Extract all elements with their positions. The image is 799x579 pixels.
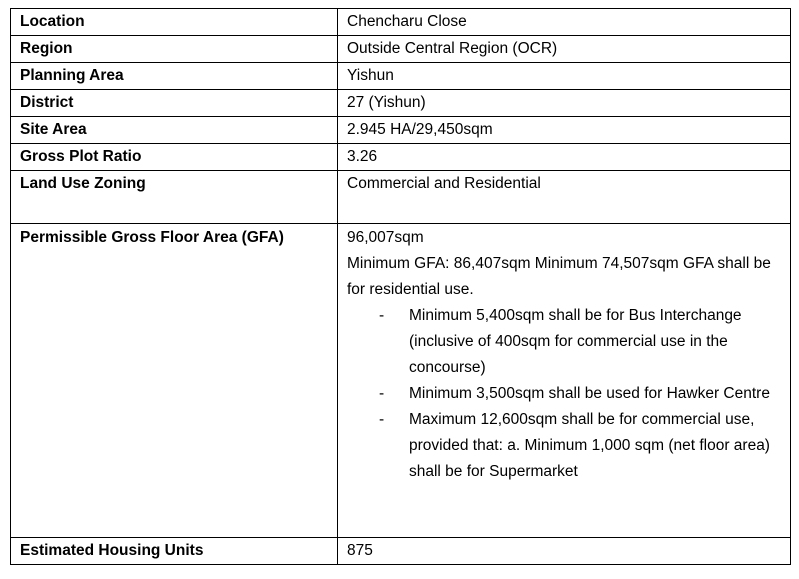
table-row-location [11, 9, 791, 36]
bullet-dash: - [379, 411, 385, 428]
plot-ratio-label: Gross Plot Ratio [11, 144, 338, 171]
land-use-label: Land Use Zoning [11, 171, 338, 224]
bullet-text: Maximum 12,600sqm shall be for commercial use, provided that: a. Minimum 1,000 sqm (net floor area) shall be for Supermarket [409, 411, 770, 480]
gfa-value-cell [338, 224, 791, 538]
gfa-value: 96,007sqm [347, 229, 424, 246]
housing-units-label: Estimated Housing Units [11, 538, 338, 565]
plot-ratio-value: 3.26 [338, 144, 791, 171]
table-row-district [11, 90, 791, 117]
gfa-label: Permissible Gross Floor Area (GFA) [11, 224, 338, 538]
region-label: Region [11, 36, 338, 63]
planning-area-label: Planning Area [11, 63, 338, 90]
district-label: District [11, 90, 338, 117]
district-value: 27 (Yishun) [338, 90, 791, 117]
site-area-value: 2.945 HA/29,450sqm [338, 117, 791, 144]
table-row-site-area [11, 117, 791, 144]
location-value: Chencharu Close [338, 9, 791, 36]
bullet-text: Minimum 3,500sqm shall be used for Hawker Centre [409, 385, 770, 402]
site-area-label: Site Area [11, 117, 338, 144]
list-item [347, 303, 781, 381]
planning-area-value: Yishun [338, 63, 791, 90]
table-row-region [11, 36, 791, 63]
table-row-housing-units [11, 538, 791, 565]
land-use-value: Commercial and Residential [338, 171, 791, 224]
table-row-gfa [11, 224, 791, 538]
location-label: Location [11, 9, 338, 36]
bullet-dash: - [379, 385, 385, 402]
gfa-bullet-list [347, 303, 781, 485]
region-value: Outside Central Region (OCR) [338, 36, 791, 63]
table-row-plot-ratio [11, 144, 791, 171]
list-item [347, 407, 781, 485]
table-row-land-use [11, 171, 791, 224]
site-info-table [10, 8, 791, 565]
housing-units-value: 875 [338, 538, 791, 565]
gfa-note: Minimum GFA: 86,407sqm Minimum 74,507sqm GFA shall be for residential use. [347, 255, 771, 298]
bullet-dash: - [379, 307, 385, 324]
list-item [347, 381, 781, 407]
bullet-text: Minimum 5,400sqm shall be for Bus Interchange (inclusive of 400sqm for commercial use in the concourse) [409, 307, 742, 376]
table-row-planning-area [11, 63, 791, 90]
